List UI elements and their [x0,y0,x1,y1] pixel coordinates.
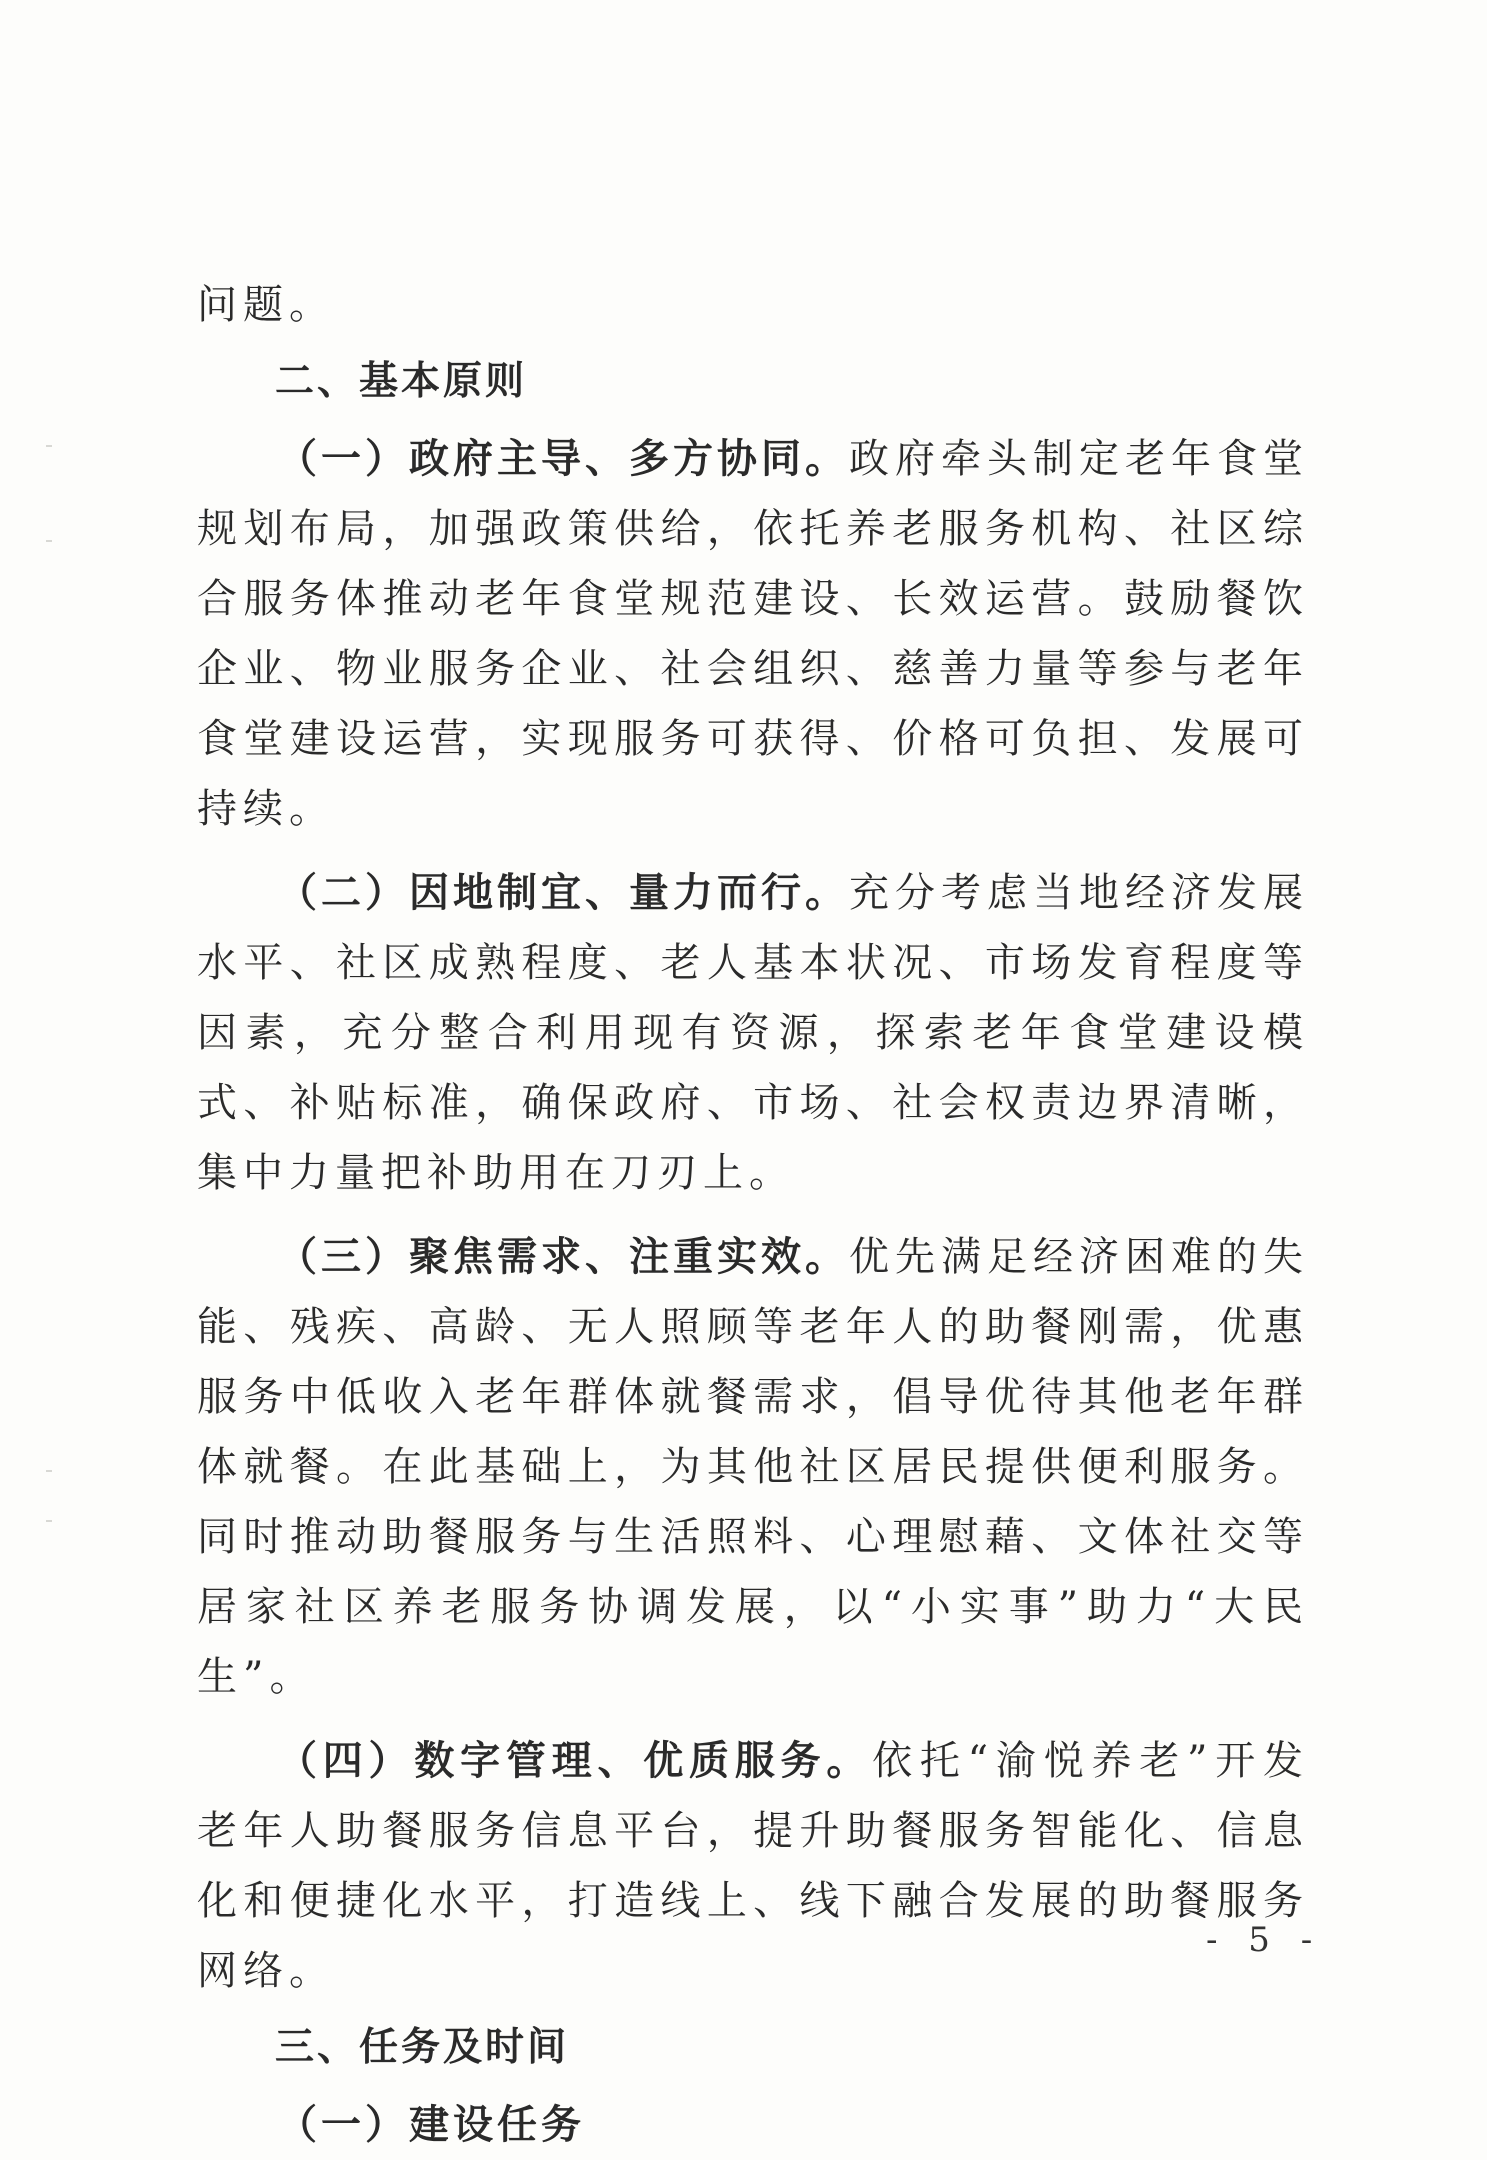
principle-title-4: （四）数字管理、优质服务。 [277,1738,873,1784]
principle-title-2: （二）因地制宜、量力而行。 [277,870,849,916]
scan-artifact [46,1470,52,1472]
principle-title-1: （一）政府主导、多方协同。 [277,436,849,482]
principle-paragraph-1 [197,424,1309,844]
principle-paragraph-2 [197,858,1309,1208]
continuation-text: 问题。 [197,282,335,328]
principle-body-2: 充分考虑当地经济发展水平、社区成熟程度、老人基本状况、市场发育程度等因素，充分整合利用现有资源，探索老年食堂建设模式、补贴标准，确保政府、市场、社会权责边界清晰，集中力量把补助用在刀刃上。 [197,870,1309,1196]
section-heading-principles: 二、基本原则 [275,359,528,404]
principle-title-3: （三）聚焦需求、注重实效。 [277,1234,849,1280]
page-number: - 5 - [1206,1920,1323,1960]
section-heading-tasks: 三、任务及时间 [275,2025,570,2070]
principle-body-1: 政府牵头制定老年食堂规划布局，加强政策供给，依托养老服务机构、社区综合服务体推动老年食堂规范建设、长效运营。鼓励餐饮企业、物业服务企业、社会组织、慈善力量等参与老年食堂建设运营，实现服务可获得、价格可负担、发展可持续。 [197,436,1309,832]
principle-paragraph-4 [197,1726,1309,2006]
principle-paragraph-3 [197,1222,1309,1712]
scan-artifact [46,1520,52,1522]
scan-artifact [46,445,52,447]
principle-body-3: 优先满足经济困难的失能、残疾、高龄、无人照顾等老年人的助餐刚需，优惠服务中低收入老年群体就餐需求，倡导优待其他老年群体就餐。在此基础上，为其他社区居民提供便利服务。同时推动助餐服务与生活照料、心理慰藉、文体社交等居家社区养老服务协调发展，以“小实事”助力“大民生”。 [197,1234,1309,1700]
document-body [197,270,1309,2160]
scan-artifact [46,540,52,542]
subsection-title-construction: （一）建设任务 [277,2102,585,2148]
principle-body-4: 依托“渝悦养老”开发老年人助餐服务信息平台，提升助餐服务智能化、信息化和便捷化水平，打造线上、线下融合发展的助餐服务网络。 [197,1738,1310,1994]
